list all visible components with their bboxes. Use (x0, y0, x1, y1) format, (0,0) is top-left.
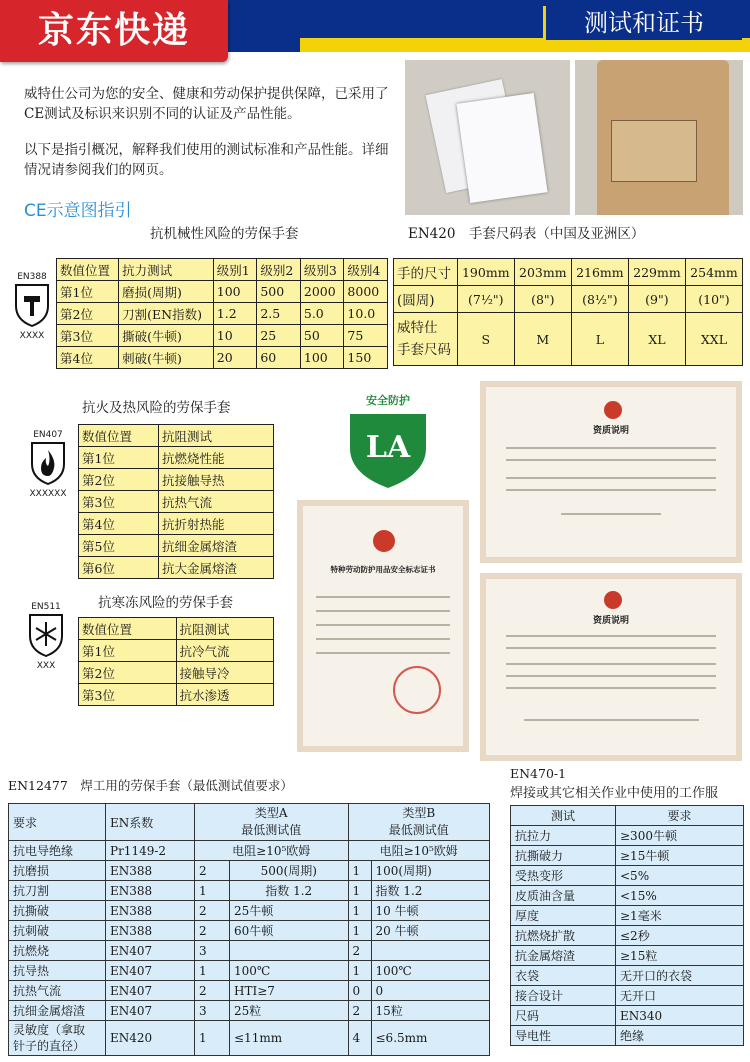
header-line: 最低测试值 (388, 823, 449, 837)
cell: 100℃ (230, 961, 349, 981)
la-badge-letters: LA (365, 430, 411, 465)
cell: 1 (348, 881, 371, 901)
cell: 第1位 (79, 447, 159, 469)
cell: 尺码 (511, 1006, 616, 1026)
cell: EN340 (616, 1006, 744, 1026)
cell: Pr1149-2 (106, 841, 195, 861)
en388-label: EN388 (17, 272, 47, 282)
en511-label: EN511 (31, 602, 61, 612)
table-row (57, 325, 388, 347)
cell (230, 941, 349, 961)
cell: M (514, 313, 571, 366)
table-row (394, 286, 743, 313)
ce-guide-title: CE示意图指引 (24, 201, 132, 221)
cell: XL (628, 313, 685, 366)
en511-code: XXX (36, 661, 56, 671)
table-row (9, 881, 490, 901)
cell: 指数 1.2 (371, 881, 490, 901)
cell: 无开口的衣袋 (616, 966, 744, 986)
cell: 手的尺寸 (394, 259, 458, 286)
cell: EN388 (106, 921, 195, 941)
cell: 抗刺破 (9, 921, 106, 941)
cell: 1 (348, 901, 371, 921)
la-badge-top-text: 安全防护 (366, 394, 410, 407)
cell: 第4位 (79, 513, 159, 535)
cell: 抗燃烧性能 (158, 447, 273, 469)
cell: 第5位 (79, 535, 159, 557)
glove-photo (575, 60, 743, 215)
cell: 绝缘 (616, 1026, 744, 1046)
cell: 15粒 (371, 1001, 490, 1021)
table-row (511, 1026, 744, 1046)
cell: 1 (348, 961, 371, 981)
cell: (7½") (457, 286, 514, 313)
header-cell: 级别3 (300, 259, 344, 281)
cell: 第3位 (79, 684, 177, 706)
cell: 2 (348, 1001, 371, 1021)
cell: (9") (628, 286, 685, 313)
table-row (9, 1001, 490, 1021)
cell-line: 灵敏度（拿取 (13, 1023, 86, 1037)
cell: 203mm (514, 259, 571, 286)
welding-table (8, 803, 490, 1056)
workwear-caption: 焊接或其它相关作业中使用的工作服 (510, 786, 719, 801)
hammer-shield-icon (12, 282, 52, 328)
header-cell: 数值位置 (79, 618, 177, 640)
fire-caption: 抗火及热风险的劳保手套 (82, 400, 231, 416)
table-header-row (9, 804, 490, 841)
cell: (10") (685, 286, 742, 313)
special-certificate-image (297, 500, 469, 752)
table-row (79, 557, 274, 579)
intro-paragraph-2: 以下是指引概况，解释我们使用的测试标准和产品性能。详细情况请参阅我们的网页。 (24, 142, 389, 178)
cell: 第3位 (57, 325, 119, 347)
header-line: 类型A (254, 806, 288, 820)
cell: 500 (257, 281, 301, 303)
cell: 216mm (571, 259, 628, 286)
cell: (8½") (571, 286, 628, 313)
notice-title: 资质说明 (592, 616, 629, 626)
cell: 刺破(牛顿) (119, 347, 214, 369)
snowflake-shield-icon (26, 612, 66, 658)
table-row (9, 901, 490, 921)
cell: 衣袋 (511, 966, 616, 986)
cell: 0 (371, 981, 490, 1001)
header-cell: 级别4 (344, 259, 388, 281)
certificate-title: 特种劳动防护用品安全标志证书 (330, 565, 436, 574)
cell: 刀割(EN指数) (119, 303, 214, 325)
cell: 无开口 (616, 986, 744, 1006)
cell: 10.0 (344, 303, 388, 325)
en511-icon-block (24, 602, 68, 671)
cell: 1 (195, 881, 230, 901)
cell: 5.0 (300, 303, 344, 325)
en388-code: XXXX (19, 331, 45, 341)
cell: EN407 (106, 941, 195, 961)
cell: 第1位 (79, 640, 177, 662)
cell: 磨损(周期) (119, 281, 214, 303)
cell-line: 威特仕 (397, 320, 438, 336)
cell: 10 (213, 325, 257, 347)
cell: (8") (514, 286, 571, 313)
fire-table (78, 424, 274, 579)
cell: 抗撕破 (9, 901, 106, 921)
cell: 撕破(牛顿) (119, 325, 214, 347)
table-header-row (79, 425, 274, 447)
table-row (79, 684, 274, 706)
header-cell (348, 804, 490, 841)
cell: 导电性 (511, 1026, 616, 1046)
cell: 500(周期) (230, 861, 349, 881)
emblem-icon (604, 401, 622, 419)
cold-caption: 抗寒冻风险的劳保手套 (98, 595, 233, 611)
table-row (511, 966, 744, 986)
section-title: 测试和证书 (543, 6, 742, 40)
cell: 2 (195, 981, 230, 1001)
cell: 抗导热 (9, 961, 106, 981)
intro-paragraph-1: 威特仕公司为您的安全、健康和劳动保护提供保障，已采用了CE测试及标识来识别不同的认证及产品性能。 (24, 86, 389, 122)
cell: 第2位 (57, 303, 119, 325)
cell: 抗拉力 (511, 826, 616, 846)
cell: 抗热气流 (158, 491, 273, 513)
cell: 0 (348, 981, 371, 1001)
cell: 25粒 (230, 1001, 349, 1021)
table-row (79, 513, 274, 535)
cell: 抗大金属熔渣 (158, 557, 273, 579)
table-row (9, 1021, 490, 1056)
cell: EN388 (106, 861, 195, 881)
header-stripe (300, 38, 750, 52)
cell: 150 (344, 347, 388, 369)
cell: EN388 (106, 901, 195, 921)
cell-line: 手套尺码 (397, 342, 451, 358)
table-row (9, 921, 490, 941)
table-row (511, 826, 744, 846)
cell: 190mm (457, 259, 514, 286)
la-safety-badge (338, 392, 438, 490)
workwear-table (510, 805, 744, 1046)
cell (394, 313, 458, 366)
table-row (79, 469, 274, 491)
cell: 第4位 (57, 347, 119, 369)
table-row (79, 640, 274, 662)
table-row (57, 303, 388, 325)
cell: 20 牛顿 (371, 921, 490, 941)
cell: 抗燃烧扩散 (511, 926, 616, 946)
table-row (9, 961, 490, 981)
cell: 第3位 (79, 491, 159, 513)
en407-code: XXXXXX (29, 489, 67, 499)
cell: 抗电导绝缘 (9, 841, 106, 861)
cell: 2 (195, 921, 230, 941)
cell: 2.5 (257, 303, 301, 325)
cell: 抗热气流 (9, 981, 106, 1001)
cell: 50 (300, 325, 344, 347)
cell: 1 (348, 861, 371, 881)
cell: ≤2秒 (616, 926, 744, 946)
table-row (394, 259, 743, 286)
notice-title: 资质说明 (592, 426, 629, 436)
cell (9, 1021, 106, 1056)
cell: 第1位 (57, 281, 119, 303)
emblem-icon (373, 530, 395, 552)
cell: 100(周期) (371, 861, 490, 881)
header-cell: 数值位置 (79, 425, 159, 447)
cell: ≥300牛顿 (616, 826, 744, 846)
header-cell: 抗阻测试 (176, 618, 274, 640)
cell: 229mm (628, 259, 685, 286)
cell: EN407 (106, 1001, 195, 1021)
table-row (79, 447, 274, 469)
table-row (394, 313, 743, 366)
cell: 2 (348, 941, 371, 961)
cell: 2000 (300, 281, 344, 303)
header-cell: 要求 (616, 806, 744, 826)
header-cell: 抗力测试 (119, 259, 214, 281)
table-row (79, 535, 274, 557)
table-row (511, 1006, 744, 1026)
cell: 抗折射热能 (158, 513, 273, 535)
table-row (9, 941, 490, 961)
cell-line: 针子的直径） (13, 1039, 86, 1053)
cell: 接触导冷 (176, 662, 274, 684)
cell: 4 (348, 1021, 371, 1056)
table-row (57, 347, 388, 369)
cell: 抗燃烧 (9, 941, 106, 961)
header-cell (195, 804, 349, 841)
size-table-caption: EN420 手套尺码表（中国及亚洲区） (408, 226, 645, 242)
cell: 受热变形 (511, 866, 616, 886)
cell: 抗接触导热 (158, 469, 273, 491)
qualification-notice-1 (480, 381, 742, 563)
cell: 电阻≥10⁵欧姆 (195, 841, 349, 861)
cell: 1 (348, 921, 371, 941)
cell: ≤11mm (230, 1021, 349, 1056)
cell: 20 (213, 347, 257, 369)
certificates-photo (405, 60, 570, 215)
header-cell: 级别2 (257, 259, 301, 281)
en407-icon-block (26, 430, 70, 499)
cell: (圆周) (394, 286, 458, 313)
table-row (511, 946, 744, 966)
header-line: 类型B (402, 806, 436, 820)
cell: 抗冷气流 (176, 640, 274, 662)
cell: 100℃ (371, 961, 490, 981)
cell: 100 (213, 281, 257, 303)
cell: 1 (195, 1021, 230, 1056)
cell: 2 (195, 901, 230, 921)
cell: 60 (257, 347, 301, 369)
cell: 第6位 (79, 557, 159, 579)
cell: 3 (195, 941, 230, 961)
header-cell: 测试 (511, 806, 616, 826)
cell (371, 941, 490, 961)
seal-stamp (393, 666, 441, 714)
cell: EN388 (106, 881, 195, 901)
cell: 25牛顿 (230, 901, 349, 921)
cell: L (571, 313, 628, 366)
cell: 第2位 (79, 662, 177, 684)
table-row (9, 981, 490, 1001)
cell: 接合设计 (511, 986, 616, 1006)
mechanical-caption: 抗机械性风险的劳保手套 (150, 226, 299, 242)
cell: 皮质油含量 (511, 886, 616, 906)
table-row (511, 886, 744, 906)
cell: 抗水渗透 (176, 684, 274, 706)
cell: 1.2 (213, 303, 257, 325)
cell: 抗细金属熔渣 (158, 535, 273, 557)
cold-table (78, 617, 274, 706)
cell: 254mm (685, 259, 742, 286)
cell: EN407 (106, 961, 195, 981)
jd-express-logo: 京东快递 (0, 0, 228, 62)
header-line: 最低测试值 (241, 823, 302, 837)
cell: 25 (257, 325, 301, 347)
cell: 指数 1.2 (230, 881, 349, 901)
cell: <15% (616, 886, 744, 906)
table-row (57, 281, 388, 303)
flame-shield-icon (28, 440, 68, 486)
cell: 抗金属熔渣 (511, 946, 616, 966)
cell: 3 (195, 1001, 230, 1021)
cell: 1 (195, 961, 230, 981)
table-header-row (79, 618, 274, 640)
table-row (511, 906, 744, 926)
cell: EN407 (106, 981, 195, 1001)
workwear-caption-code: EN470-1 (510, 766, 567, 781)
table-row (9, 841, 490, 861)
table-row (511, 866, 744, 886)
cell: 8000 (344, 281, 388, 303)
cell: 2 (195, 861, 230, 881)
cell: 100 (300, 347, 344, 369)
cell: EN420 (106, 1021, 195, 1056)
mechanical-table (56, 258, 388, 369)
table-row (511, 986, 744, 1006)
header-cell: EN系数 (106, 804, 195, 841)
en407-label: EN407 (33, 430, 63, 440)
cell: 抗磨损 (9, 861, 106, 881)
cell: ≤6.5mm (371, 1021, 490, 1056)
cell: S (457, 313, 514, 366)
header-cell: 要求 (9, 804, 106, 841)
cell: 抗刀割 (9, 881, 106, 901)
table-row (79, 491, 274, 513)
cell: <5% (616, 866, 744, 886)
cell: 75 (344, 325, 388, 347)
cell: ≥15粒 (616, 946, 744, 966)
size-table (393, 258, 743, 366)
table-row (79, 662, 274, 684)
header-cell: 抗阻测试 (158, 425, 273, 447)
table-header-row (511, 806, 744, 826)
cell: 抗撕破力 (511, 846, 616, 866)
cell: ≥15牛顿 (616, 846, 744, 866)
table-row (511, 846, 744, 866)
header-cell: 数值位置 (57, 259, 119, 281)
cell: 10 牛顿 (371, 901, 490, 921)
en388-icon-block (10, 272, 54, 341)
cell: 厚度 (511, 906, 616, 926)
welding-caption: EN12477 焊工用的劳保手套（最低测试值要求） (8, 778, 293, 793)
cell: 60牛顿 (230, 921, 349, 941)
cell: HTI≥7 (230, 981, 349, 1001)
cell: XXL (685, 313, 742, 366)
cell: 抗细金属熔渣 (9, 1001, 106, 1021)
emblem-icon (604, 591, 622, 609)
header-cell: 级别1 (213, 259, 257, 281)
table-row (511, 926, 744, 946)
cell: 第2位 (79, 469, 159, 491)
table-header-row (57, 259, 388, 281)
cell: 电阻≥10⁵欧姆 (348, 841, 490, 861)
qualification-notice-2 (480, 573, 742, 761)
table-row (9, 861, 490, 881)
cell: ≥1毫米 (616, 906, 744, 926)
